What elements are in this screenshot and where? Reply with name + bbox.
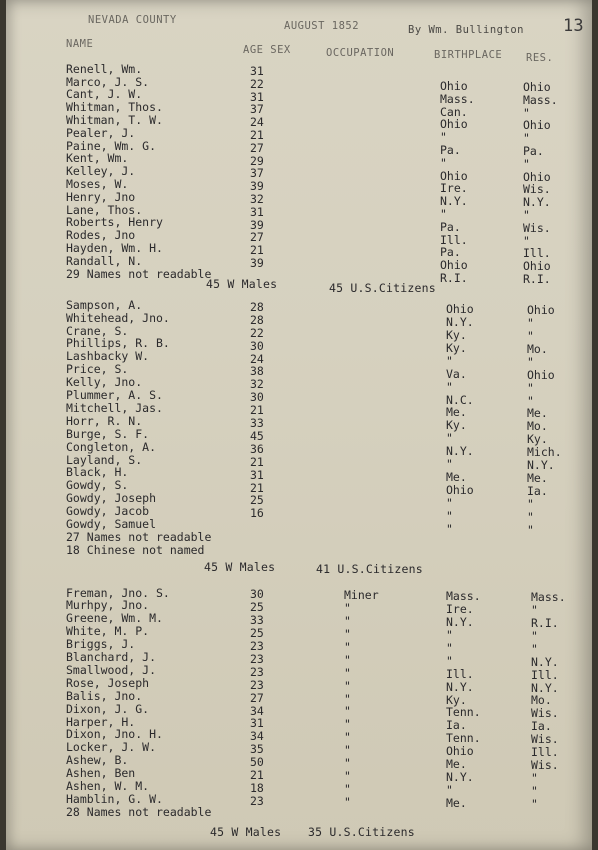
person-name: Kent, Wm. — [66, 151, 129, 166]
residence-cell: " — [523, 156, 530, 171]
person-name: Burge, S. F. — [66, 426, 150, 441]
age-cell: 33 — [250, 613, 264, 628]
person-name: Smallwood, J. — [66, 662, 157, 677]
residence-cell: " — [531, 783, 538, 798]
person-name: Plummer, A. S. — [66, 388, 163, 403]
residence-cell: Wis. — [531, 706, 559, 721]
residence-cell: " — [523, 105, 530, 120]
person-name: Congleton, A. — [66, 439, 157, 454]
birthplace-cell: Ill. — [440, 232, 468, 247]
person-name: 28 Names not readable — [66, 804, 212, 819]
birthplace-cell: N.C. — [446, 392, 474, 407]
age-cell: 27 — [250, 690, 264, 705]
occupation-cell: " — [344, 704, 351, 719]
occupation-cell: " — [344, 678, 351, 693]
birthplace-cell: Me. — [446, 469, 467, 484]
age-cell: 30 — [250, 587, 264, 602]
birthplace-cell: Ire. — [440, 181, 468, 196]
person-name: Ashew, B. — [66, 753, 129, 768]
residence-cell: " — [527, 522, 534, 537]
residence-cell: Ia. — [531, 719, 552, 734]
age-cell: 39 — [250, 217, 264, 232]
birthplace-cell: Me. — [446, 405, 467, 420]
age-cell: 23 — [250, 651, 264, 666]
birthplace-cell: Ohio — [446, 302, 474, 317]
person-name: Mitchell, Jas. — [66, 400, 163, 415]
age-cell: 32 — [250, 377, 264, 392]
person-name: Dixon, Jno. H. — [66, 727, 163, 742]
age-cell: 36 — [250, 441, 264, 456]
birthplace-cell: N.Y. — [446, 615, 474, 630]
occupation-cell: " — [344, 614, 351, 629]
residence-cell: " — [527, 393, 534, 408]
birthplace-cell: Tenn. — [446, 705, 481, 720]
occupation-cell: " — [344, 743, 351, 758]
age-cell: 30 — [250, 390, 264, 405]
person-name: 18 Chinese not named — [66, 542, 205, 557]
residence-cell: " — [531, 641, 538, 656]
residence-cell: Ill. — [523, 246, 551, 261]
birthplace-cell: " — [446, 653, 453, 668]
age-cell: 31 — [250, 63, 264, 78]
residence-cell: Ohio — [523, 80, 551, 94]
age-cell: 38 — [250, 364, 264, 379]
birthplace-cell: N.Y. — [440, 194, 468, 209]
residence-cell: Ohio — [523, 118, 551, 133]
person-name: Ashen, W. M. — [66, 779, 150, 794]
person-name: Hamblin, G. W. — [66, 791, 163, 806]
person-name: Lashbacky W. — [66, 349, 150, 364]
residence-cell: Mo. — [527, 341, 548, 356]
residence-cell: " — [531, 796, 538, 811]
birthplace-cell: Pa. — [440, 245, 461, 260]
birthplace-cell: " — [446, 353, 453, 368]
birthplace-cell: N.Y. — [446, 769, 474, 784]
section-1-total-males: 45 W Males — [206, 277, 278, 291]
age-cell: 21 — [250, 454, 264, 469]
birthplace-cell: Ia. — [446, 718, 467, 733]
age-cell: 29 — [250, 153, 264, 168]
residence-cell: " — [531, 603, 538, 618]
birthplace-cell: Mass. — [446, 589, 481, 604]
age-cell: 35 — [250, 742, 264, 757]
occupation-cell: Miner — [344, 588, 379, 603]
enumerator-heading: By Wm. Bullington — [408, 24, 524, 36]
residence-cell: " — [531, 770, 538, 785]
person-name: Kelly, Jno. — [66, 375, 143, 390]
birthplace-cell: Pa. — [440, 143, 461, 157]
person-name: Greene, Wm. M. — [66, 611, 163, 626]
age-cell: 22 — [250, 76, 264, 91]
census-page — [6, 0, 592, 850]
birthplace-cell: Ohio — [440, 258, 468, 273]
birthplace-cell: N.Y. — [446, 679, 474, 694]
section-1-total-citizens: 45 U.S.Citizens — [329, 281, 436, 295]
person-name: Gowdy, Joseph — [66, 491, 157, 506]
person-name: Locker, J. W. — [66, 740, 157, 755]
person-name: Renell, Wm. — [66, 61, 143, 76]
person-name: Paine, Wm. G. — [66, 138, 157, 153]
birthplace-cell: Ky. — [446, 328, 467, 343]
occupation-cell: " — [344, 691, 351, 706]
column-header-age-sex: AGE SEX — [243, 44, 291, 56]
person-name: Sampson, A. — [66, 297, 143, 312]
person-name: Phillips, R. B. — [66, 336, 170, 351]
age-cell: 31 — [250, 89, 264, 104]
age-cell: 21 — [250, 403, 264, 418]
date-heading: AUGUST 1852 — [284, 20, 360, 32]
birthplace-cell: " — [440, 207, 447, 221]
birthplace-cell: " — [446, 431, 453, 446]
birthplace-cell: Ky. — [446, 418, 467, 433]
birthplace-cell: Ohio — [446, 482, 474, 497]
person-name: Blanchard, J. — [66, 650, 157, 665]
person-name: Rose, Joseph — [66, 675, 150, 690]
occupation-cell: " — [344, 768, 351, 783]
residence-cell: Wis. — [531, 732, 559, 747]
age-cell: 33 — [250, 416, 264, 431]
person-name: Kelley, J. — [66, 164, 136, 179]
residence-cell: " — [523, 131, 530, 146]
residence-cell: " — [527, 380, 534, 395]
birthplace-cell: " — [446, 495, 453, 510]
birthplace-cell: " — [446, 379, 453, 394]
age-cell: 22 — [250, 325, 264, 340]
residence-cell: Pa. — [523, 144, 544, 158]
person-name: Crane, S. — [66, 323, 129, 338]
birthplace-cell: " — [446, 782, 453, 797]
person-name: Black, H. — [66, 465, 129, 480]
person-name: Horr, R. N. — [66, 413, 143, 428]
residence-cell: " — [527, 509, 534, 524]
occupation-cell: " — [344, 794, 351, 809]
residence-cell: " — [531, 628, 538, 643]
age-cell: 37 — [250, 102, 264, 117]
birthplace-cell: " — [446, 640, 453, 655]
birthplace-cell: " — [446, 457, 453, 472]
residence-cell: " — [523, 208, 530, 222]
residence-cell: Mass. — [531, 590, 566, 605]
birthplace-cell: N.Y. — [446, 444, 474, 459]
birthplace-cell: Ohio — [440, 117, 468, 132]
residence-cell: Wis. — [531, 757, 559, 772]
birthplace-cell: " — [446, 508, 453, 523]
occupation-cell: " — [344, 627, 351, 642]
residence-cell: Ky. — [527, 432, 548, 447]
age-cell: 21 — [250, 127, 264, 142]
residence-cell: Ohio — [523, 259, 551, 274]
age-cell: 16 — [250, 506, 264, 521]
residence-cell: N.Y. — [523, 195, 551, 210]
residence-cell: Wis. — [523, 220, 551, 235]
age-cell: 31 — [250, 204, 264, 219]
person-name: Whitehead, Jno. — [66, 310, 170, 325]
residence-cell: Ohio — [527, 303, 555, 318]
person-name: Marco, J. S. — [66, 74, 150, 89]
age-cell: 37 — [250, 166, 264, 181]
residence-cell: " — [527, 496, 534, 511]
person-name: Rodes, Jno — [66, 228, 136, 243]
residence-cell: " — [527, 316, 534, 331]
birthplace-cell: Ill. — [446, 666, 474, 681]
person-name: Whitman, Thos. — [66, 100, 163, 115]
occupation-cell: " — [344, 717, 351, 732]
birthplace-cell: Tenn. — [446, 731, 481, 746]
age-cell: 28 — [250, 299, 264, 314]
section-3-total-males: 45 W Males — [210, 825, 282, 839]
age-cell: 25 — [250, 493, 264, 508]
residence-cell: R.I. — [531, 616, 559, 631]
residence-cell: N.Y. — [531, 680, 559, 695]
occupation-cell: " — [344, 730, 351, 745]
section-2-total-males: 45 W Males — [204, 560, 276, 574]
residence-cell: Ohio — [523, 169, 551, 184]
birthplace-cell: Ohio — [440, 79, 468, 93]
birthplace-cell: Me. — [446, 757, 467, 772]
residence-cell: N.Y. — [531, 654, 559, 669]
age-cell: 31 — [250, 716, 264, 731]
occupation-cell: " — [344, 756, 351, 771]
age-cell: 24 — [250, 351, 264, 366]
birthplace-cell: Mass. — [440, 91, 475, 106]
age-cell: 21 — [250, 480, 264, 495]
birthplace-cell: Can. — [440, 104, 468, 119]
person-name: Roberts, Henry — [66, 215, 163, 230]
age-cell: 23 — [250, 639, 264, 654]
age-cell: 18 — [250, 780, 264, 795]
birthplace-cell: R.I. — [440, 271, 468, 285]
birthplace-cell: " — [446, 628, 453, 643]
residence-cell: Me. — [527, 406, 548, 421]
person-name: 29 Names not readable — [66, 266, 212, 281]
residence-cell: Wis. — [523, 182, 551, 197]
person-name: Whitman, T. W. — [66, 112, 163, 127]
person-name: Hayden, Wm. H. — [66, 240, 163, 255]
birthplace-cell: Ohio — [446, 744, 474, 759]
residence-cell: Ill. — [531, 667, 559, 682]
column-header-name: NAME — [66, 38, 94, 50]
person-name: Layland, S. — [66, 452, 143, 467]
person-name: Price, S. — [66, 362, 129, 377]
person-name: Gowdy, Jacob — [66, 504, 150, 519]
person-name: Gowdy, S. — [66, 478, 129, 493]
residence-cell: Ill. — [531, 745, 559, 760]
person-name: Ashen, Ben — [66, 766, 136, 781]
occupation-cell: " — [344, 601, 351, 616]
age-cell: 25 — [250, 626, 264, 641]
person-name: White, M. P. — [66, 624, 150, 639]
age-cell: 21 — [250, 243, 264, 258]
birthplace-cell: N.Y. — [446, 315, 474, 330]
occupation-cell: " — [344, 639, 351, 654]
age-cell: 23 — [250, 677, 264, 692]
column-header-birthplace: BIRTHPLACE — [434, 49, 503, 61]
person-name: Lane, Thos. — [66, 202, 143, 217]
residence-cell: Mass. — [523, 92, 558, 107]
age-cell: 34 — [250, 703, 264, 718]
residence-cell: R.I. — [523, 272, 551, 286]
person-name: Murhpy, Jno. — [66, 598, 150, 613]
person-name: Dixon, J. G. — [66, 701, 150, 716]
person-name: Randall, N. — [66, 253, 143, 268]
age-cell: 39 — [250, 179, 264, 194]
age-cell: 31 — [250, 467, 264, 482]
column-header-occupation: OCCUPATION — [326, 47, 395, 59]
county-heading: NEVADA COUNTY — [88, 14, 177, 26]
person-name: Gowdy, Samuel — [66, 517, 157, 532]
residence-cell: Mich. — [527, 445, 562, 460]
age-cell: 27 — [250, 230, 264, 245]
birthplace-cell: " — [446, 521, 453, 536]
age-cell: 32 — [250, 191, 264, 206]
residence-cell: " — [527, 354, 534, 369]
birthplace-cell: Ohio — [440, 168, 468, 183]
occupation-cell: " — [344, 781, 351, 796]
occupation-cell: " — [344, 665, 351, 680]
birthplace-cell: Ire. — [446, 602, 474, 617]
person-name: Pealer, J. — [66, 125, 136, 140]
age-cell: 30 — [250, 338, 264, 353]
person-name: Freman, Jno. S. — [66, 585, 170, 600]
person-name: 27 Names not readable — [66, 529, 212, 544]
age-cell: 34 — [250, 729, 264, 744]
birthplace-cell: Ky. — [446, 692, 467, 707]
age-cell: 45 — [250, 428, 264, 443]
person-name: Briggs, J. — [66, 637, 136, 652]
residence-cell: N.Y. — [527, 458, 555, 473]
person-name: Balis, Jno. — [66, 688, 143, 703]
residence-cell: Me. — [527, 470, 548, 485]
residence-cell: Mo. — [527, 419, 548, 434]
birthplace-cell: Pa. — [440, 219, 461, 234]
person-name: Henry, Jno — [66, 189, 136, 204]
birthplace-cell: " — [440, 155, 447, 170]
residence-cell: Ohio — [527, 367, 555, 382]
page-number: 13 — [563, 16, 584, 36]
residence-cell: Ia. — [527, 483, 548, 498]
age-cell: 23 — [250, 793, 264, 808]
age-cell: 25 — [250, 600, 264, 615]
section-3-total-citizens: 35 U.S.Citizens — [308, 825, 415, 839]
age-cell: 27 — [250, 140, 264, 155]
birthplace-cell: Va. — [446, 366, 467, 381]
age-cell: 28 — [250, 312, 264, 327]
age-cell: 39 — [250, 255, 264, 270]
birthplace-cell: " — [440, 130, 447, 145]
residence-cell: " — [527, 329, 534, 344]
occupation-cell: " — [344, 652, 351, 667]
person-name: Harper, H. — [66, 714, 136, 729]
age-cell: 21 — [250, 768, 264, 783]
person-name: Moses, W. — [66, 176, 129, 191]
section-2-total-citizens: 41 U.S.Citizens — [316, 562, 423, 576]
residence-cell: " — [523, 233, 530, 248]
birthplace-cell: Me. — [446, 795, 467, 810]
age-cell: 23 — [250, 664, 264, 679]
person-name: Cant, J. W. — [66, 87, 143, 102]
birthplace-cell: Ky. — [446, 340, 467, 355]
age-cell: 24 — [250, 115, 264, 130]
residence-cell: Mo. — [531, 693, 552, 708]
age-cell: 50 — [250, 755, 264, 770]
column-header-residence: RES. — [526, 52, 554, 64]
